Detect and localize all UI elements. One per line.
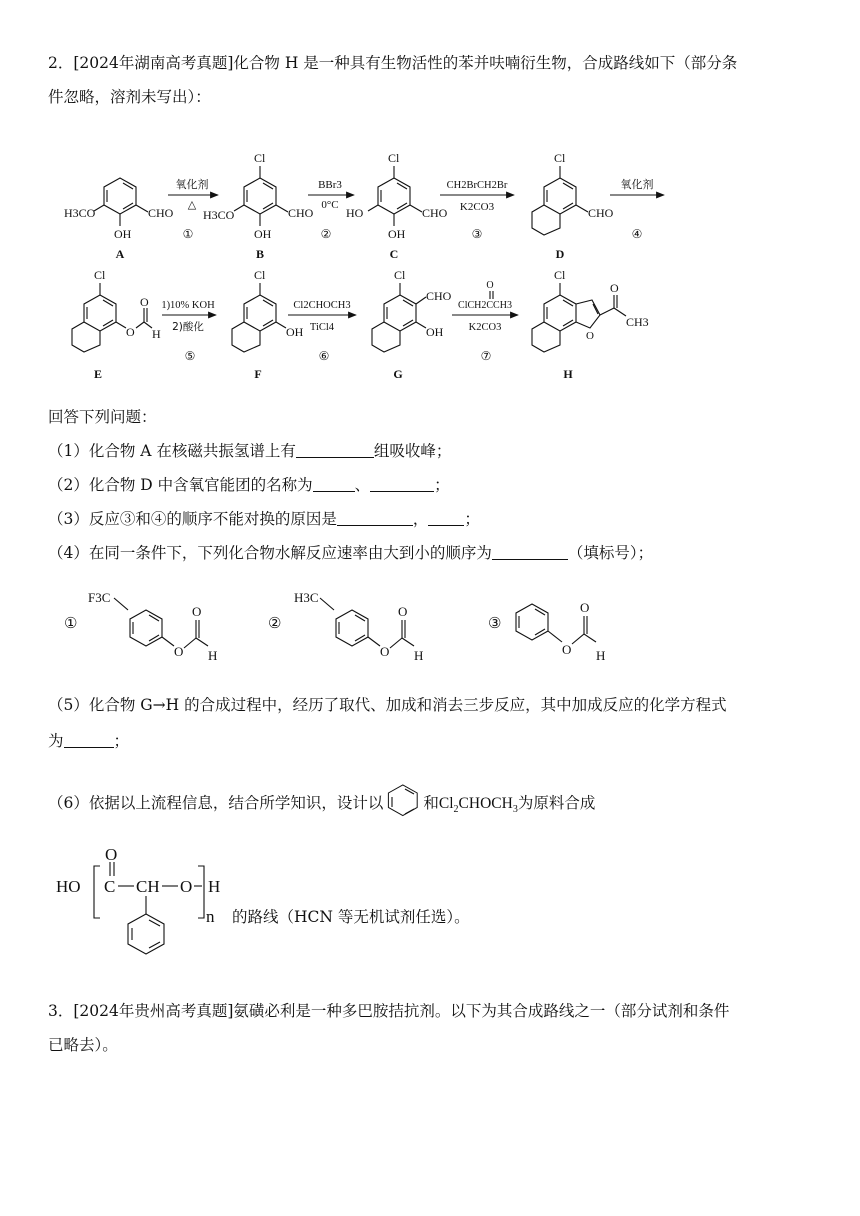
e-cl: Cl (94, 268, 106, 282)
polymer-o: O (180, 877, 193, 896)
arrow1-top: 氧化剂 (175, 178, 209, 191)
option-2-label: ② (268, 616, 282, 632)
sub-question-4 (48, 538, 653, 568)
sub2-text-a: （2）化合物 D 中含氧官能团的名称为 (48, 476, 313, 494)
sub-question-5-line1: （5）化合物 G→H 的合成过程中，经历了取代、加成和消去三步反应，其中加成反应的化学方程式 (48, 696, 727, 714)
q2-number: 2． (48, 54, 74, 72)
option-1-o2: O (192, 604, 202, 619)
sub2-text-c: ； (434, 476, 450, 494)
option-2-o: O (380, 644, 390, 659)
compound-d (532, 151, 614, 261)
c-cl: Cl (388, 151, 400, 165)
arrow6-bottom: TiCl4 (309, 322, 335, 333)
sub4-blank[interactable] (492, 544, 568, 560)
label-b: B (255, 247, 265, 261)
a-cho: CHO (148, 206, 174, 220)
sub-question-2 (48, 470, 450, 500)
arrow5-bottom: 2)酸化 (172, 321, 204, 333)
q2-intro-a: 化合物 H 是一种具有生物活性的苯并呋喃衍生物，合成路线如下（部分条 (233, 54, 738, 72)
target-polymer (54, 840, 244, 990)
arrow6-top: Cl2CHOCH3 (293, 300, 351, 311)
compound-h (532, 268, 649, 381)
sub5-blank[interactable] (64, 732, 114, 748)
option-1-label: ① (64, 616, 78, 632)
polymer-h: H (208, 877, 221, 896)
sub3-blank-2[interactable] (428, 510, 464, 526)
option-1-h: H (208, 648, 218, 663)
q2-intro-line1 (48, 48, 828, 78)
sub3-text-c: ； (464, 510, 480, 528)
c-oh: OH (388, 227, 406, 241)
a-h3co: H3CO (64, 206, 96, 220)
b-oh: OH (254, 227, 272, 241)
q2-intro-line2: 件忽略，溶剂未写出）： (48, 88, 211, 106)
a-oh: OH (114, 227, 132, 241)
arrow7-o: O (486, 280, 494, 291)
sub1-text-a: （1）化合物 A 在核磁共振氢谱上有 (48, 442, 296, 460)
arrow5-step: ⑤ (184, 349, 196, 363)
q3-intro-line1 (48, 996, 828, 1026)
polymer-c: C (104, 877, 116, 896)
h-o-furan: O (586, 330, 594, 342)
compound-g (372, 268, 452, 381)
sub1-blank[interactable] (296, 442, 374, 458)
label-e: E (93, 367, 103, 381)
sub3-text-b: ， (412, 510, 429, 528)
f-cl: Cl (254, 268, 266, 282)
q3-source: [2024年贵州高考真题] (73, 1002, 234, 1020)
label-g: G (393, 367, 403, 381)
option-3-label: ③ (488, 616, 502, 632)
sub6-text-b: 和 (423, 794, 439, 812)
benzene-icon (383, 784, 423, 814)
label-f: F (254, 367, 262, 381)
b-h3co: H3CO (203, 208, 235, 222)
arrow1-step: ① (182, 227, 194, 241)
compound-b (203, 151, 314, 261)
arrow5-top: 1)10% KOH (161, 300, 215, 311)
sub4-text-b: （填标号）； (567, 544, 654, 562)
arrow4-step: ④ (631, 227, 643, 241)
sub5-text-c: ； (113, 732, 130, 750)
h-cl: Cl (554, 268, 566, 282)
option-1-o: O (174, 644, 184, 659)
sub2-blank-2[interactable] (370, 476, 434, 492)
sub2-text-b: 、 (354, 476, 371, 494)
compound-c (346, 151, 448, 261)
b-cho: CHO (288, 206, 314, 220)
option-1-substituent: F3C (88, 590, 111, 605)
arrow2-bottom: 0°C (321, 199, 339, 211)
arrow3-top: CH2BrCH2Br (446, 180, 508, 191)
e-o: O (126, 325, 135, 339)
c-cho: CHO (422, 206, 448, 220)
polymer-ch: CH (136, 877, 160, 896)
arrow-step-5 (161, 300, 216, 363)
label-a: A (115, 247, 125, 261)
arrow7-step: ⑦ (480, 349, 492, 363)
option-3-o2: O (580, 600, 590, 615)
arrow3-bottom: K2CO3 (459, 201, 495, 213)
arrow7-top: ClCH2CCH3 (458, 300, 512, 311)
q3-intro-line2: 已略去）。 (48, 1036, 118, 1054)
sub3-text-a: （3）反应③和④的顺序不能对换的原因是 (48, 510, 337, 528)
option-2-h: H (414, 648, 424, 663)
f-oh: OH (286, 325, 304, 339)
label-h: H (563, 367, 573, 381)
label-c: C (389, 247, 399, 261)
sub-question-3 (48, 504, 480, 534)
g-cl: Cl (394, 268, 406, 282)
q2-source: [2024年湖南高考真题] (73, 54, 234, 72)
g-cho: CHO (426, 289, 452, 303)
arrow6-step: ⑥ (318, 349, 330, 363)
b-cl: Cl (254, 151, 266, 165)
q3-number: 3． (48, 1002, 74, 1020)
label-d: D (555, 247, 565, 261)
option-2-o2: O (398, 604, 408, 619)
c-ho: HO (346, 206, 364, 220)
sub3-blank-1[interactable] (337, 510, 413, 526)
option-2-structure (268, 590, 423, 663)
g-oh: OH (426, 325, 444, 339)
arrow-step-3 (440, 180, 514, 241)
e-o2: O (140, 295, 149, 309)
q3-intro-a: 氨磺必利是一种多巴胺拮抗剂。以下为其合成路线之一（部分试剂和条件 (233, 1002, 730, 1020)
polymer-o-top: O (105, 845, 118, 864)
reaction-scheme (40, 140, 840, 390)
h-o-ketone: O (610, 281, 619, 295)
sub5-text-b: 为 (48, 732, 64, 750)
sub6-text-c: 为原料合成 (517, 794, 596, 812)
answer-prompt: 回答下列问题： (48, 408, 157, 426)
option-3-structure (488, 600, 605, 663)
arrow-step-7 (452, 280, 518, 363)
sub-question-6-line2: 的路线（HCN 等无机试剂任选）。 (232, 908, 470, 926)
sub-question-1 (48, 436, 451, 466)
sub6-reagent: $Cl_2CHOCH_3$ (438, 795, 518, 816)
sub2-blank-1[interactable] (313, 476, 355, 492)
sub-question-6-line1 (48, 784, 595, 825)
option-3-h: H (596, 648, 606, 663)
polymer-ho: HO (56, 877, 81, 896)
compound-f (232, 268, 304, 381)
compound-a (64, 178, 174, 261)
arrow2-step: ② (320, 227, 332, 241)
option-3-o: O (562, 642, 572, 657)
arrow3-step: ③ (471, 227, 483, 241)
sub1-text-b: 组吸收峰； (373, 442, 452, 460)
option-2-substituent: H3C (294, 590, 319, 605)
sub4-text-a: （4）在同一条件下，下列化合物水解反应速率由大到小的顺序为 (48, 544, 492, 562)
arrow-step-4 (610, 177, 664, 241)
sub-question-5-line2 (48, 726, 129, 756)
sub6-text-a: （6）依据以上流程信息，结合所学知识，设计以 (48, 794, 384, 812)
compound-e (72, 268, 161, 381)
d-cho: CHO (588, 206, 614, 220)
arrow7-bottom: K2CO3 (468, 322, 502, 333)
sub4-options (56, 582, 696, 670)
d-cl: Cl (554, 151, 566, 165)
arrow4-top: 氧化剂 (620, 178, 654, 191)
arrow1-bottom: △ (187, 199, 197, 211)
e-h: H (152, 327, 161, 341)
h-ch3: CH3 (626, 315, 649, 329)
arrow2-top: BBr3 (318, 179, 342, 191)
polymer-n: n (206, 907, 215, 926)
option-1-structure (64, 590, 217, 663)
